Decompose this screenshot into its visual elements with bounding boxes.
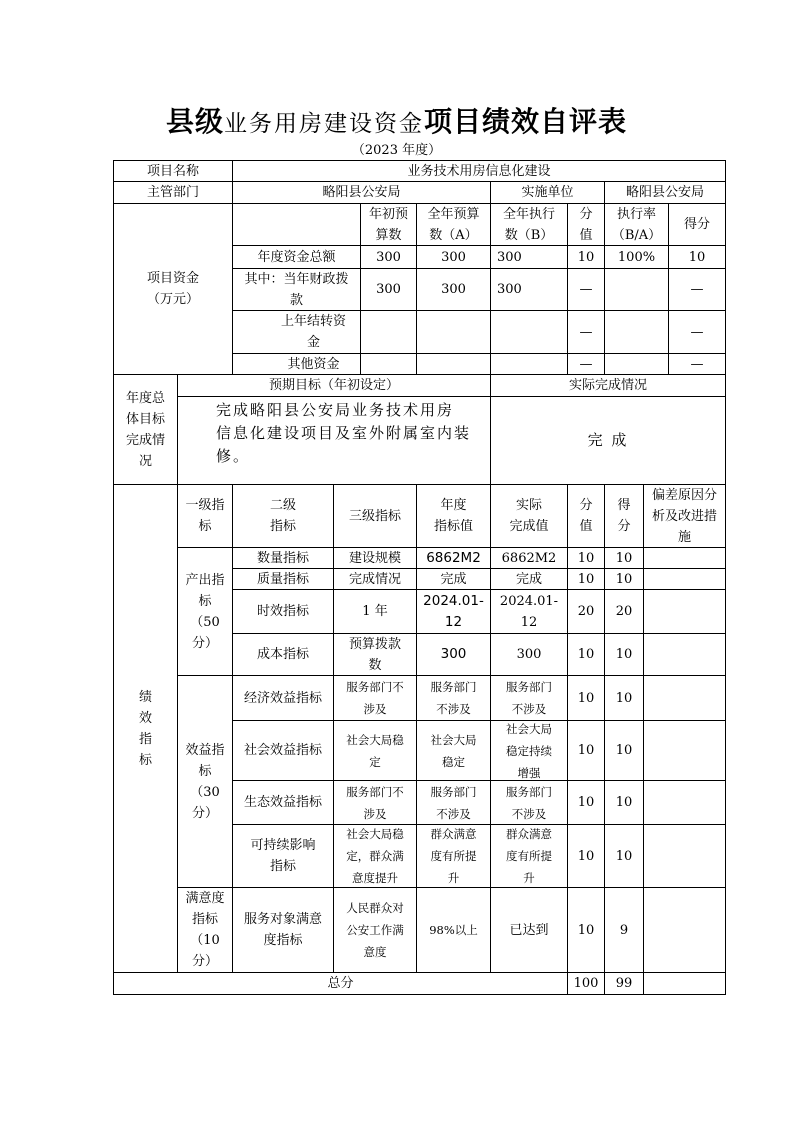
ind-level2: 经济效益指标	[243, 690, 322, 706]
ind-header-level3: 三级指标	[348, 508, 401, 524]
ind-level3: 社会大局稳 定，群众满 意度提升	[346, 827, 404, 885]
ind-target: 2024.01- 12	[423, 592, 484, 630]
ind-level3: 服务部门不 涉及	[346, 680, 404, 716]
ind-level3: 建设规模	[348, 550, 401, 566]
ind-group-benefit: 效益指 标 （30 分）	[185, 742, 225, 821]
ind-value: 10	[577, 922, 595, 938]
funds-cell: 300	[441, 282, 466, 297]
ind-level2: 可持续影响 指标	[250, 838, 316, 874]
ind-group-satisfaction: 满意度 指标 （10 分）	[185, 891, 225, 969]
funds-cell: —	[690, 324, 704, 340]
impl-unit-label: 实施单位	[521, 185, 574, 200]
funds-cell	[605, 269, 668, 310]
funds-row-label: 其中：当年财政拨 款	[244, 271, 349, 308]
funds-cell: 300	[441, 249, 466, 265]
ind-target: 社会大局 稳定	[430, 732, 477, 769]
ind-header-level2: 二级 指标	[269, 498, 296, 534]
ind-score: 10	[615, 690, 633, 706]
ind-actual: 2024.01- 12	[499, 593, 559, 630]
ind-value: 10	[577, 795, 595, 810]
ind-actual: 社会大局 稳定持续 增强	[506, 721, 552, 780]
funds-header-score-value: 分 值	[579, 206, 593, 243]
ind-level2: 生态效益指标	[243, 795, 322, 810]
ind-target: 服务部门 不涉及	[430, 680, 477, 716]
total-value: 100	[573, 976, 599, 991]
funds-cell: —	[579, 282, 593, 297]
funds-cell: —	[579, 324, 593, 340]
funds-cell: 10	[688, 249, 706, 265]
ind-level3: 1 年	[362, 604, 388, 619]
ind-actual: 服务部门 不涉及	[506, 784, 552, 821]
year-label: （2023 年度）	[351, 143, 442, 158]
ind-header-value: 分 值	[579, 498, 593, 534]
ind-score: 10	[615, 571, 633, 587]
ind-level2: 社会效益指标	[243, 743, 322, 758]
ind-actual: 服务部门 不涉及	[506, 680, 552, 716]
ind-level3: 社会大局稳 定	[346, 732, 404, 769]
ind-actual: 完成	[515, 571, 542, 587]
ind-header-actual: 实际 完成值	[509, 498, 549, 534]
funds-cell: 100%	[617, 249, 656, 265]
ind-target: 服务部门 不涉及	[430, 784, 477, 821]
ind-score: 9	[619, 922, 629, 938]
funds-header-budget: 全年预算 数（A）	[427, 206, 480, 243]
goals-expected-text: 完成略阳县公安局业务技术用房 信息化建设项目及室外附属室内装 修。	[216, 401, 472, 465]
ind-level2: 服务对象满意 度指标	[243, 912, 322, 948]
funds-cell: 300	[376, 282, 401, 297]
funds-group-label: 项目资金 （万元）	[146, 271, 199, 307]
ind-score: 10	[615, 550, 633, 566]
ind-target: 完成	[440, 571, 467, 587]
ind-target: 98%以上	[429, 923, 478, 937]
funds-cell: 300	[497, 282, 522, 297]
ind-score: 10	[615, 743, 633, 758]
ind-actual: 群众满意 度有所提 升	[506, 827, 552, 885]
total-score: 99	[615, 976, 633, 991]
funds-header-rate: 执行率 （B/A）	[611, 206, 662, 243]
ind-actual: 已达到	[509, 922, 549, 938]
ind-actual: 300	[516, 647, 542, 662]
total-label: 总分	[327, 976, 354, 991]
ind-level3: 人民群众对 公安工作满 意度	[346, 901, 404, 959]
ind-score: 20	[615, 604, 633, 619]
project-name-value: 业务技术用房信息化建设	[407, 163, 551, 179]
ind-score: 10	[615, 795, 633, 810]
funds-cell: 300	[376, 249, 401, 265]
goals-actual-header: 实际完成情况	[568, 378, 647, 393]
dept-value: 略阳县公安局	[322, 185, 401, 200]
ind-value: 10	[577, 571, 595, 587]
indicators-label: 绩 效 指 标	[138, 689, 152, 768]
title-part-bold-right: 项目绩效自评表	[424, 105, 628, 138]
ind-level2: 成本指标	[256, 647, 309, 662]
ind-target: 300	[440, 646, 467, 662]
funds-row-label: 其他资金	[287, 356, 340, 372]
ind-value: 20	[577, 604, 595, 619]
ind-level3: 服务部门不 涉及	[346, 784, 404, 821]
ind-header-target: 年度 指标值	[433, 498, 473, 534]
ind-group-output: 产出指 标 （50 分）	[185, 572, 225, 651]
funds-cell: —	[690, 282, 704, 297]
impl-unit-value: 略阳县公安局	[625, 185, 704, 200]
funds-cell: 300	[497, 249, 522, 265]
ind-header-note: 偏差原因分 析及改进措 施	[651, 487, 717, 545]
ind-level2: 时效指标	[256, 604, 309, 619]
ind-header-score: 得 分	[617, 498, 631, 534]
project-name-label: 项目名称	[146, 163, 199, 179]
goals-label: 年度总 体目标 完成情 况	[125, 390, 165, 469]
funds-header-score: 得分	[683, 217, 710, 232]
title-part-middle: 业务用房建设资金	[224, 111, 424, 137]
ind-level3: 完成情况	[348, 571, 401, 587]
ind-level2: 数量指标	[256, 550, 309, 566]
ind-value: 10	[577, 848, 595, 864]
funds-header-exec: 全年执行 数（B）	[502, 206, 555, 243]
ind-score: 10	[615, 848, 633, 864]
funds-cell: —	[690, 356, 704, 372]
funds-row-label: 上年结转资 金	[280, 314, 346, 350]
ind-value: 10	[577, 743, 595, 758]
dept-label: 主管部门	[146, 185, 199, 200]
ind-header-level1: 一级指 标	[185, 498, 225, 534]
goals-expected-header: 预期目标（年初设定）	[268, 378, 399, 393]
funds-cell: —	[579, 356, 593, 372]
funds-header-initial: 年初预 算数	[368, 206, 408, 243]
ind-value: 10	[577, 647, 595, 662]
ind-value: 10	[577, 550, 595, 566]
ind-target: 群众满意 度有所提 升	[430, 827, 477, 885]
ind-target: 6862M2	[426, 549, 481, 566]
goals-actual-text: 完 成	[587, 431, 629, 449]
ind-score: 10	[615, 647, 633, 662]
funds-row-label: 年度资金总额	[257, 249, 336, 265]
ind-value: 10	[577, 690, 595, 706]
ind-actual: 6862M2	[501, 550, 557, 566]
ind-level2: 质量指标	[256, 571, 309, 587]
funds-cell: 10	[577, 249, 595, 265]
title-part-bold-left: 县级	[165, 105, 224, 138]
ind-level3: 预算拨款 数	[348, 636, 401, 673]
